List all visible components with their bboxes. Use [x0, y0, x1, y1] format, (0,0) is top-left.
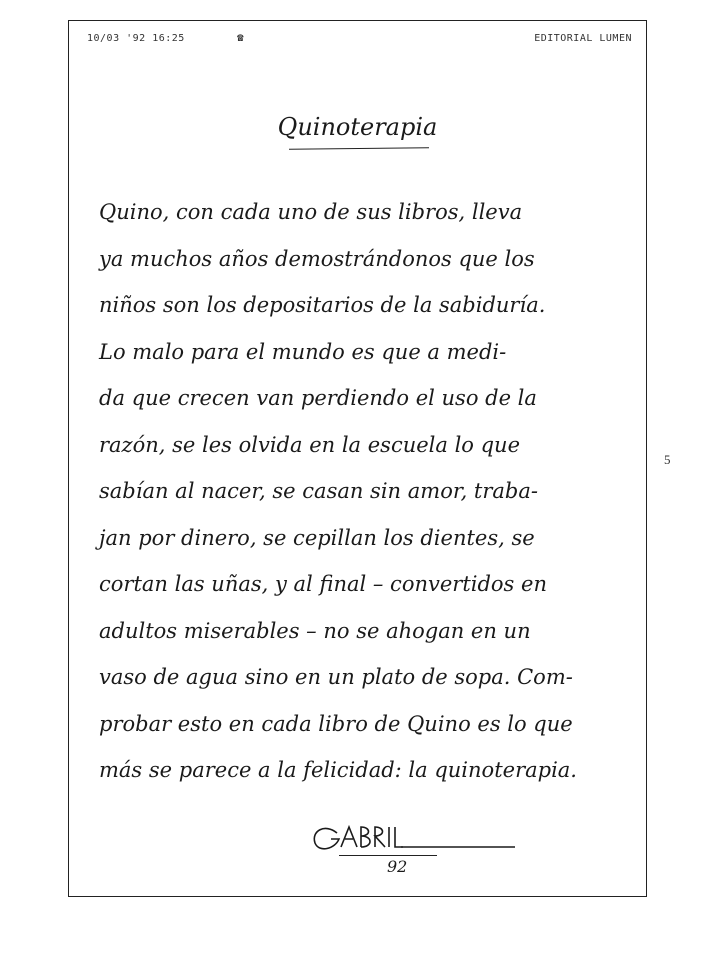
title-underline: [289, 147, 429, 149]
page-number: 5: [664, 452, 671, 467]
letter-title: Quinoterapia: [277, 113, 438, 141]
letter-line: ya muchos años demostrándonos que los: [99, 246, 535, 271]
letter-line: jan por dinero, se cepillan los dientes, se: [99, 525, 535, 550]
letter-line: Quino, con cada uno de sus libros, lleva: [99, 200, 523, 224]
fax-page: [68, 20, 647, 897]
letter-line: da que crecen van perdiendo el uso de la: [99, 386, 537, 410]
letter-line: cortan las uñas, y al final – convertidos en: [99, 572, 547, 596]
letter-line: razón, se les olvida en la escuela lo que: [99, 432, 520, 457]
fax-sender: EDITORIAL LUMEN: [534, 33, 632, 44]
fax-timestamp: 10/03 '92 16:25: [87, 33, 185, 44]
letter-line: niños son los depositarios de la sabiduría.: [99, 293, 546, 317]
letter-year: 92: [387, 857, 408, 876]
letter-line: más se parece a la felicidad: la quinoterapia.: [99, 758, 577, 782]
letter-line: sabían al nacer, se casan sin amor, traba-: [99, 479, 538, 503]
letter-line: Lo malo para el mundo es que a medi-: [99, 339, 507, 364]
handwritten-signature: [305, 819, 525, 859]
letter-line: vaso de agua sino en un plato de sopa. Com-: [99, 665, 573, 689]
telephone-icon: ☎: [237, 31, 245, 44]
letter-line: adultos miserables – no se ahogan en un: [99, 618, 531, 643]
letter-line: probar esto en cada libro de Quino es lo que: [99, 711, 573, 736]
signature-underline: [339, 855, 437, 856]
letter-body: [99, 189, 629, 794]
signature-block: [305, 819, 525, 879]
fax-header: [87, 33, 632, 49]
